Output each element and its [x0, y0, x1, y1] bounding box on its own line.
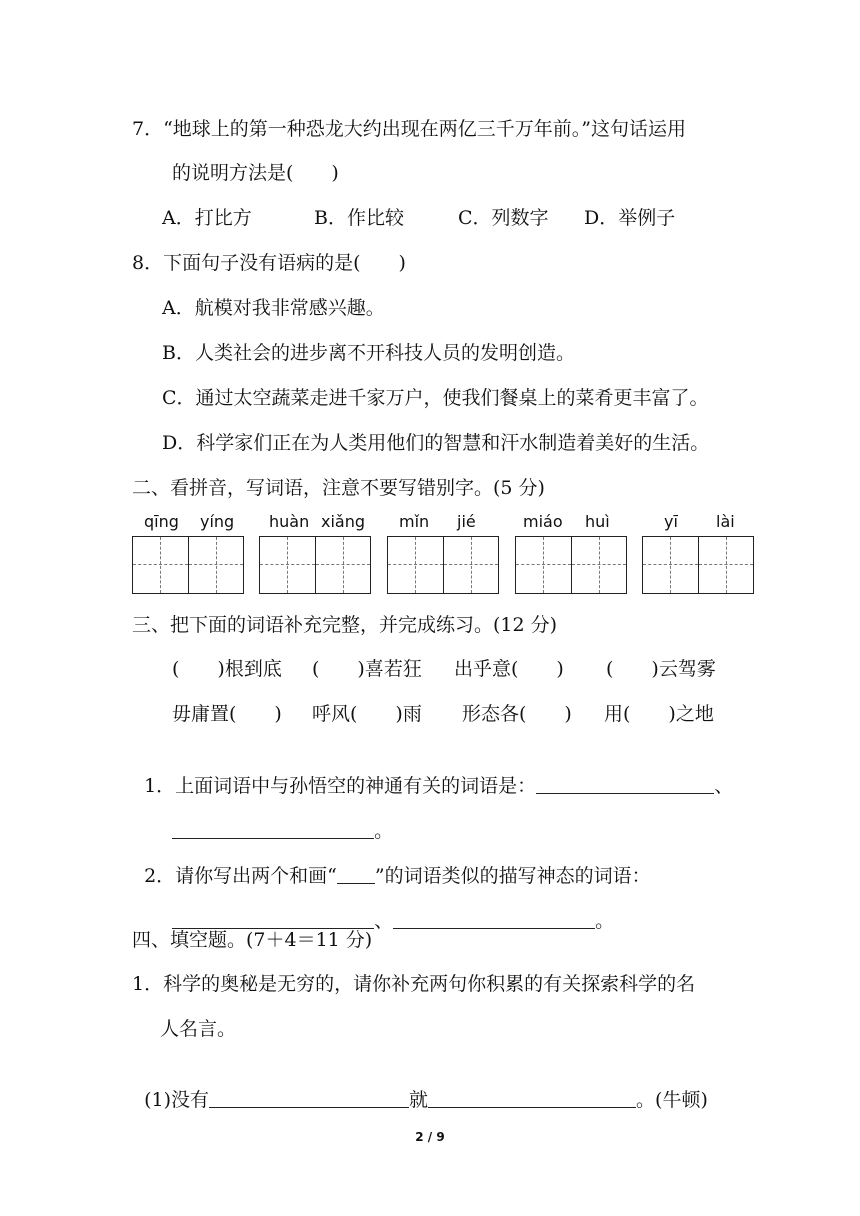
section4-heading: 四、填空题。(7＋4＝11 分)	[132, 929, 373, 951]
section4-sub1	[132, 1061, 708, 1113]
writing-cell[interactable]	[571, 537, 626, 593]
answer-blank[interactable]	[536, 773, 714, 794]
pinyin-syllable: lài	[716, 512, 735, 531]
writing-cell[interactable]	[388, 537, 443, 593]
section4-q1-line2: 人名言。	[160, 1018, 237, 1040]
writing-grid[interactable]	[387, 536, 499, 594]
section4-q1-line1: 1．科学的奥秘是无穷的，请你补充两句你积累的有关探索科学的名	[132, 973, 696, 995]
sub1-mid: 就	[409, 1089, 429, 1111]
writing-cell[interactable]	[188, 537, 243, 593]
pinyin-group-5	[642, 512, 754, 534]
q8-option-d: D．科学家们正在为人类用他们的智慧和汗水制造着美好的生活。	[162, 432, 710, 454]
idiom-item: 呼风( )雨	[312, 703, 422, 725]
period: 。	[374, 820, 394, 842]
pinyin-syllable: mǐn	[399, 512, 430, 531]
idiom-item: ( )云驾雾	[606, 658, 716, 680]
pinyin-syllable: qīng	[144, 512, 179, 531]
pinyin-syllable: yíng	[200, 512, 235, 531]
idiom-item: 形态各( )	[462, 703, 572, 725]
pinyin-syllable: huì	[585, 512, 610, 531]
answer-blank[interactable]	[393, 908, 595, 929]
pinyin-syllable: xiǎng	[321, 512, 366, 531]
q7-option-b: B．作比较	[314, 207, 404, 229]
pinyin-syllable: yī	[664, 512, 678, 531]
writing-cell[interactable]	[260, 537, 315, 593]
writing-grid[interactable]	[259, 536, 371, 594]
answer-blank[interactable]	[172, 908, 374, 929]
q7-option-d: D．举例子	[584, 207, 676, 229]
idiom-item: ( )根到底	[172, 658, 282, 680]
writing-grid[interactable]	[132, 536, 244, 594]
separator: 、	[374, 910, 394, 932]
idiom-item: 毋庸置( )	[172, 703, 282, 725]
writing-cell[interactable]	[516, 537, 571, 593]
idiom-item: 出乎意( )	[454, 658, 564, 680]
underline-sample	[337, 863, 375, 884]
q8-option-b: B．人类社会的进步离不开科技人员的发明创造。	[162, 342, 575, 364]
answer-blank[interactable]	[209, 1087, 409, 1108]
idiom-item: 用( )之地	[604, 703, 714, 725]
sub1-suffix: 。(牛顿)	[636, 1089, 708, 1111]
pinyin-group-2	[259, 512, 371, 534]
page-number: 2 / 9	[415, 1130, 445, 1144]
q8-option-a: A．航模对我非常感兴趣。	[162, 297, 385, 319]
writing-cell[interactable]	[133, 537, 188, 593]
writing-grid[interactable]	[642, 536, 754, 594]
writing-grid[interactable]	[515, 536, 627, 594]
section3-q1-text: 1．上面词语中与孙悟空的神通有关的词语是：	[144, 775, 537, 797]
q8-option-c: C．通过太空蔬菜走进千家万户，使我们餐桌上的菜肴更丰富了。	[162, 387, 709, 409]
q8-stem: 8．下面句子没有语病的是( )	[132, 252, 406, 274]
period: 。	[595, 910, 615, 932]
section3-q2-text-b: ”的词语类似的描写神态的词语：	[374, 865, 651, 887]
pinyin-group-1	[132, 512, 244, 534]
separator: 、	[714, 775, 734, 797]
idiom-item: ( )喜若狂	[312, 658, 422, 680]
pinyin-group-3	[387, 512, 499, 534]
pinyin-group-4	[515, 512, 627, 534]
answer-blank[interactable]	[172, 818, 374, 839]
answer-blank[interactable]	[428, 1087, 636, 1108]
q7-line2: 的说明方法是( )	[172, 162, 339, 184]
section3-heading: 三、把下面的词语补充完整，并完成练习。(12 分)	[132, 614, 558, 636]
writing-cell[interactable]	[443, 537, 498, 593]
section2-heading: 二、看拼音，写词语，注意不要写错别字。(5 分)	[132, 477, 545, 499]
pinyin-syllable: huàn	[269, 512, 310, 531]
sub1-prefix: (1)没有	[144, 1089, 210, 1111]
writing-cell[interactable]	[315, 537, 370, 593]
pinyin-syllable: miáo	[523, 512, 563, 531]
q7-line1: 7．“地球上的第一种恐龙大约出现在两亿三千万年前。”这句话运用	[132, 118, 687, 140]
section3-q2-text-a: 2．请你写出两个和画“	[144, 865, 337, 887]
pinyin-syllable: jié	[457, 512, 476, 531]
writing-cell[interactable]	[698, 537, 753, 593]
writing-cell[interactable]	[643, 537, 698, 593]
q7-option-a: A．打比方	[162, 207, 252, 229]
q7-option-c: C．列数字	[458, 207, 549, 229]
